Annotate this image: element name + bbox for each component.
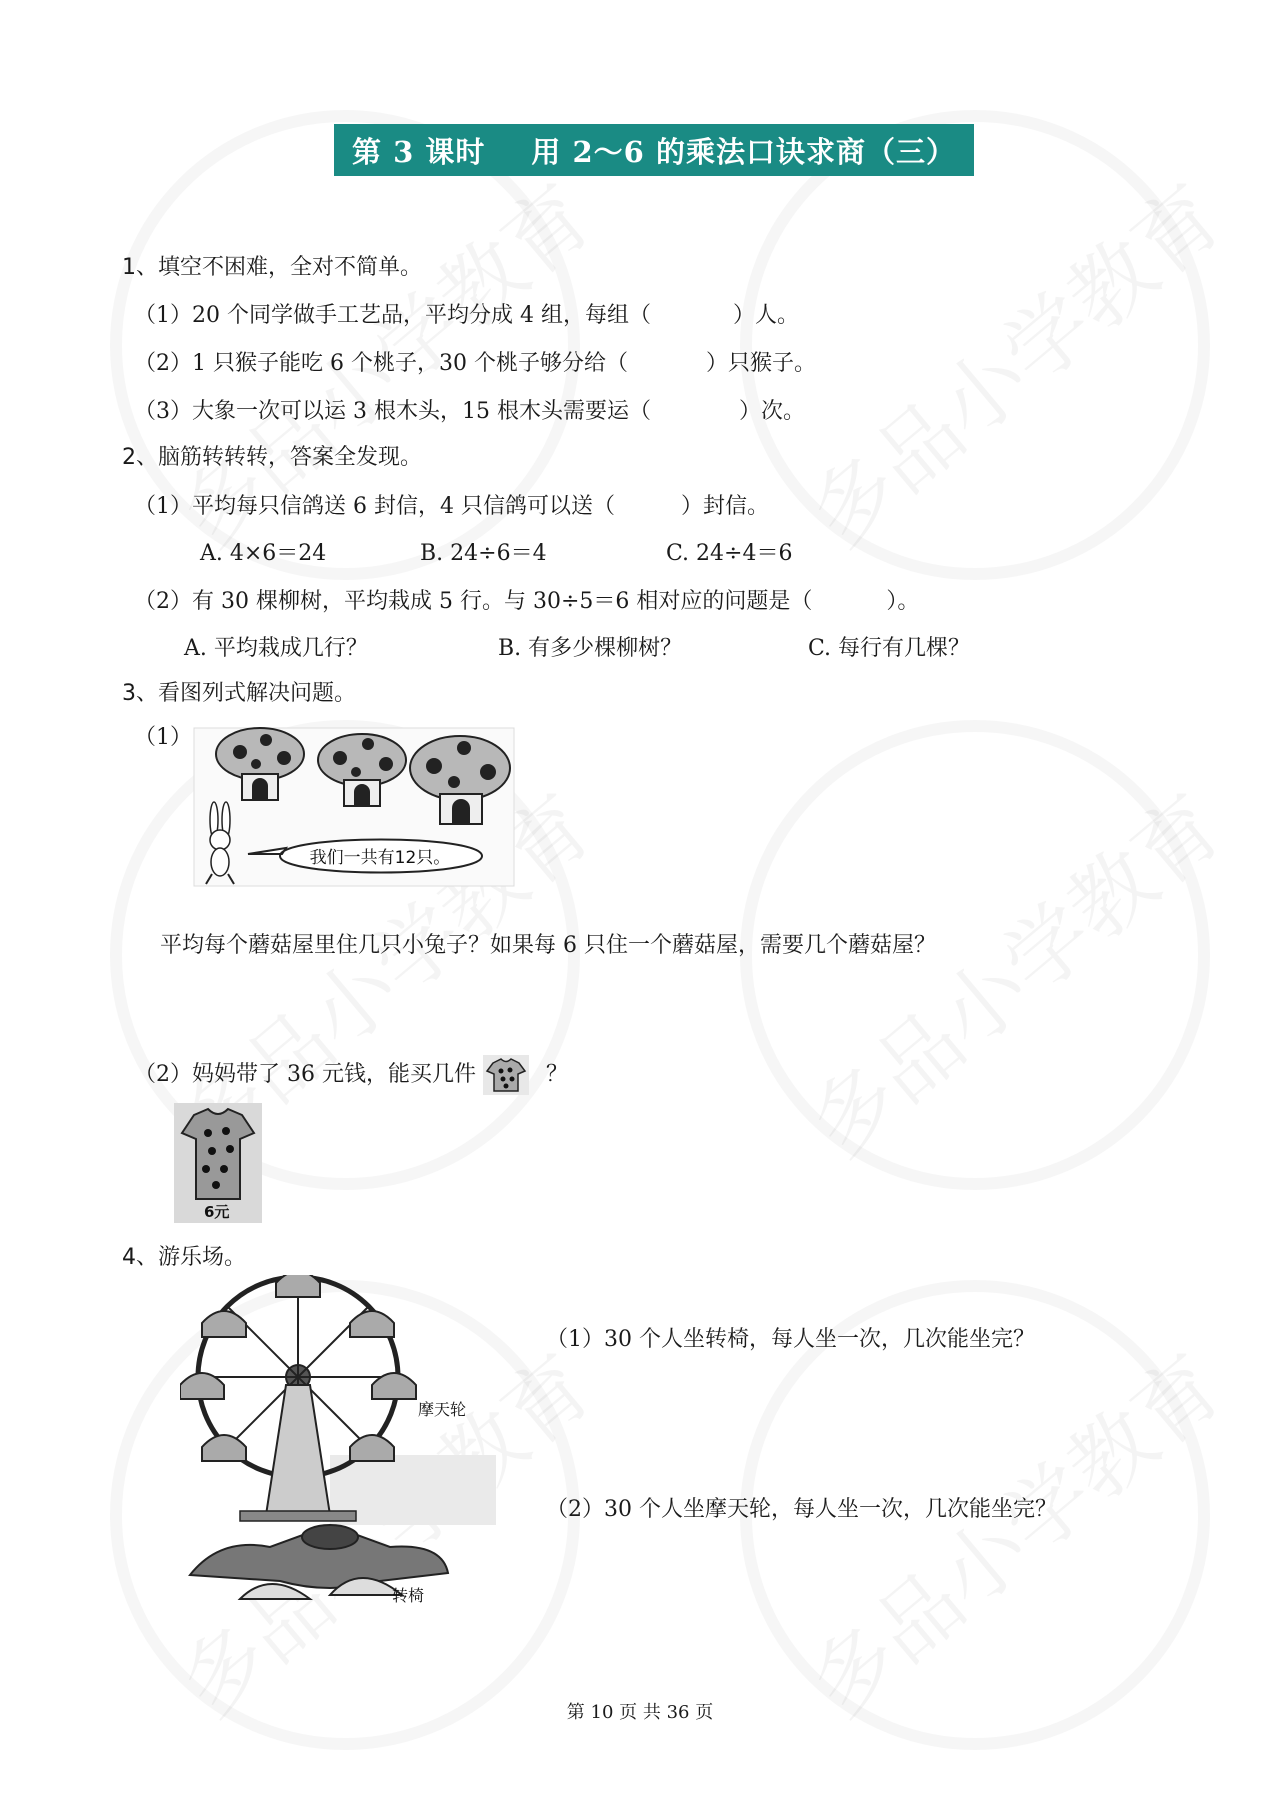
q1-item-2: （2）1 只猴子能吃 6 个桃子，30 个桃子够分给（ ）只猴子。 bbox=[134, 351, 816, 376]
lesson-title: 用 2～6 的乘法口诀求商（三） bbox=[531, 134, 956, 169]
q2-part-2: （2）有 30 棵柳树，平均栽成 5 行。与 30÷5＝6 相对应的问题是（ ）。 bbox=[134, 589, 920, 614]
q2-p1-option-a[interactable]: A. 4×6＝24 bbox=[200, 541, 327, 566]
q3-part-1-label: （1） bbox=[134, 725, 192, 750]
page-footer: 第 10 页 共 36 页 bbox=[566, 1702, 714, 1723]
lesson-number: 第 3 课时 bbox=[352, 134, 486, 169]
q4-heading: 4、游乐场。 bbox=[122, 1245, 246, 1270]
rotating-chair-label: 转椅 bbox=[392, 1586, 425, 1605]
q4-part-2: （2）30 个人坐摩天轮，每人坐一次，几次能坐完？ bbox=[546, 1497, 1057, 1522]
q1-item-3: （3）大象一次可以运 3 根木头，15 根木头需要运（ ）次。 bbox=[134, 399, 805, 424]
q2-part-1: （1）平均每只信鸽送 6 封信，4 只信鸽可以送（ ）封信。 bbox=[134, 494, 769, 519]
mushroom-houses-illustration bbox=[190, 722, 520, 892]
q2-p2-option-a[interactable]: A. 平均栽成几行？ bbox=[184, 636, 368, 661]
q1-item-1: （1）20 个同学做手工艺品，平均分成 4 组，每组（ ）人。 bbox=[134, 303, 799, 328]
q4-part-1: （1）30 个人坐转椅，每人坐一次，几次能坐完？ bbox=[546, 1327, 1035, 1352]
speech-bubble-text: 我们一共有12只。 bbox=[309, 848, 451, 868]
title-banner bbox=[334, 124, 974, 176]
q2-p2-option-c[interactable]: C. 每行有几棵？ bbox=[808, 636, 971, 661]
shirt-price-illustration bbox=[174, 1103, 262, 1223]
amusement-park-illustration bbox=[180, 1275, 500, 1620]
q2-p1-option-b[interactable]: B. 24÷6＝4 bbox=[420, 541, 547, 566]
q2-p1-option-c[interactable]: C. 24÷4＝6 bbox=[666, 541, 793, 566]
ferris-wheel-label: 摩天轮 bbox=[418, 1400, 467, 1419]
q2-heading: 2、脑筋转转转，答案全发现。 bbox=[122, 445, 422, 470]
q3-part-1-question: 平均每个蘑菇屋里住几只小兔子？如果每 6 只住一个蘑菇屋，需要几个蘑菇屋？ bbox=[160, 933, 936, 958]
q3-heading: 3、看图列式解决问题。 bbox=[122, 681, 356, 706]
shirt-icon bbox=[483, 1055, 529, 1095]
q3-part-2: （2）妈妈带了 36 元钱，能买几件 ？ bbox=[134, 1055, 568, 1095]
price-label: 6元 bbox=[204, 1203, 230, 1221]
q2-p2-option-b[interactable]: B. 有多少棵柳树？ bbox=[498, 636, 683, 661]
q1-heading: 1、填空不困难，全对不简单。 bbox=[122, 255, 422, 280]
